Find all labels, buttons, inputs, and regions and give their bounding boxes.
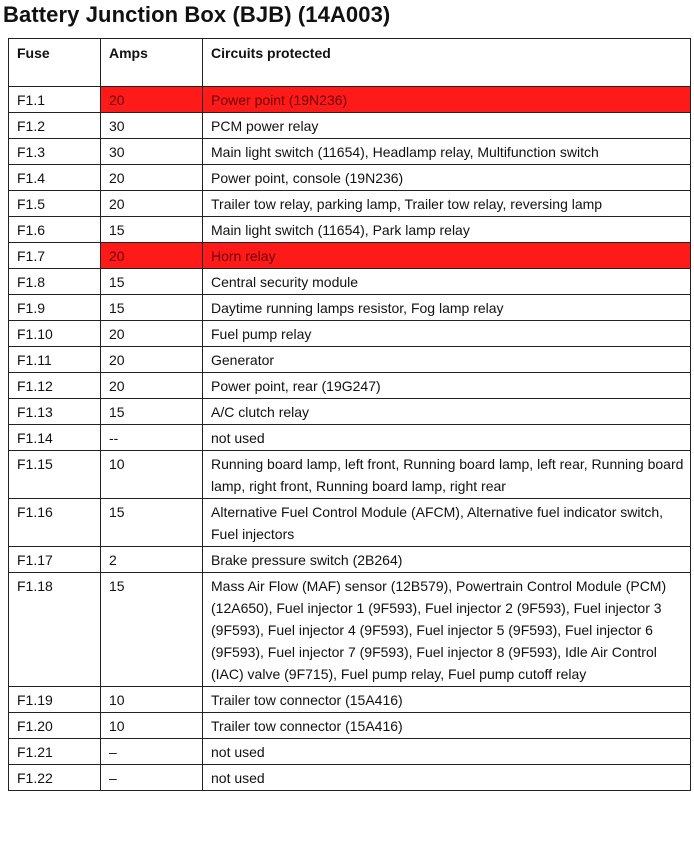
table-row — [9, 139, 691, 165]
amps-cell: 20 — [101, 165, 203, 191]
fuse-cell: F1.13 — [9, 399, 101, 425]
fuse-cell: F1.21 — [9, 739, 101, 765]
circuits-cell: Trailer tow connector (15A416) — [203, 713, 691, 739]
circuits-cell: Horn relay — [203, 243, 691, 269]
amps-cell: 15 — [101, 399, 203, 425]
table-row — [9, 713, 691, 739]
circuits-cell: not used — [203, 425, 691, 451]
header-fuse: Fuse — [9, 39, 101, 87]
fuse-cell: F1.4 — [9, 165, 101, 191]
table-row — [9, 499, 691, 547]
fuse-cell: F1.11 — [9, 347, 101, 373]
table-row — [9, 573, 691, 687]
table-row — [9, 113, 691, 139]
fuse-cell: F1.1 — [9, 87, 101, 113]
amps-cell: – — [101, 739, 203, 765]
circuits-cell: Running board lamp, left front, Running board lamp, left rear, Running board lamp, right front, Running board lamp, right rear — [203, 451, 691, 499]
table-row — [9, 269, 691, 295]
circuits-cell: Trailer tow connector (15A416) — [203, 687, 691, 713]
fuse-cell: F1.15 — [9, 451, 101, 499]
fuse-table-body — [9, 87, 691, 791]
amps-cell: 20 — [101, 347, 203, 373]
fuse-cell: F1.17 — [9, 547, 101, 573]
circuits-cell: Main light switch (11654), Park lamp relay — [203, 217, 691, 243]
circuits-cell: Power point (19N236) — [203, 87, 691, 113]
fuse-cell: F1.8 — [9, 269, 101, 295]
table-row — [9, 243, 691, 269]
amps-cell: 20 — [101, 373, 203, 399]
amps-cell: 2 — [101, 547, 203, 573]
fuse-cell: F1.18 — [9, 573, 101, 687]
table-row — [9, 765, 691, 791]
fuse-cell: F1.12 — [9, 373, 101, 399]
fuse-cell: F1.2 — [9, 113, 101, 139]
table-row — [9, 217, 691, 243]
table-row — [9, 399, 691, 425]
amps-cell: 10 — [101, 713, 203, 739]
fuse-cell: F1.3 — [9, 139, 101, 165]
circuits-cell: Power point, rear (19G247) — [203, 373, 691, 399]
circuits-cell: Generator — [203, 347, 691, 373]
circuits-cell: Trailer tow relay, parking lamp, Trailer tow relay, reversing lamp — [203, 191, 691, 217]
fuse-cell: F1.9 — [9, 295, 101, 321]
circuits-cell: Mass Air Flow (MAF) sensor (12B579), Powertrain Control Module (PCM) (12A650), Fuel injector 1 (9F593), Fuel injector 2 (9F593), Fuel injector 3 (9F593), Fuel injector 4 (9F593), Fuel injector 5 (9F593), Fuel injector 6 (9F593), Fuel injector 7 (9F593), Fuel injector 8 (9F593), Idle Air Control (IAC) valve (9F715), Fuel pump relay, Fuel pump cutoff relay — [203, 573, 691, 687]
fuse-cell: F1.6 — [9, 217, 101, 243]
circuits-cell: A/C clutch relay — [203, 399, 691, 425]
fuse-cell: F1.20 — [9, 713, 101, 739]
amps-cell: 10 — [101, 451, 203, 499]
table-row — [9, 165, 691, 191]
amps-cell: 15 — [101, 499, 203, 547]
amps-cell: 15 — [101, 269, 203, 295]
amps-cell: -- — [101, 425, 203, 451]
fuse-cell: F1.22 — [9, 765, 101, 791]
amps-cell: 15 — [101, 217, 203, 243]
circuits-cell: Daytime running lamps resistor, Fog lamp relay — [203, 295, 691, 321]
circuits-cell: Power point, console (19N236) — [203, 165, 691, 191]
amps-cell: 15 — [101, 573, 203, 687]
fuse-cell: F1.7 — [9, 243, 101, 269]
fuse-cell: F1.5 — [9, 191, 101, 217]
amps-cell: 30 — [101, 113, 203, 139]
amps-cell: 20 — [101, 191, 203, 217]
amps-cell: 20 — [101, 321, 203, 347]
amps-cell: 20 — [101, 243, 203, 269]
circuits-cell: Brake pressure switch (2B264) — [203, 547, 691, 573]
amps-cell: – — [101, 765, 203, 791]
circuits-cell: not used — [203, 765, 691, 791]
circuits-cell: PCM power relay — [203, 113, 691, 139]
circuits-cell: Main light switch (11654), Headlamp relay, Multifunction switch — [203, 139, 691, 165]
fuse-cell: F1.16 — [9, 499, 101, 547]
table-row — [9, 347, 691, 373]
table-row — [9, 425, 691, 451]
table-row — [9, 87, 691, 113]
fuse-cell: F1.10 — [9, 321, 101, 347]
table-row — [9, 191, 691, 217]
table-row — [9, 295, 691, 321]
table-row — [9, 373, 691, 399]
circuits-cell: not used — [203, 739, 691, 765]
table-row — [9, 547, 691, 573]
table-row — [9, 739, 691, 765]
fuse-table — [8, 38, 691, 791]
circuits-cell: Alternative Fuel Control Module (AFCM), Alternative fuel indicator switch, Fuel injectors — [203, 499, 691, 547]
page-title: Battery Junction Box (BJB) (14A003) — [3, 2, 391, 27]
header-circuits: Circuits protected — [203, 39, 691, 87]
table-row — [9, 321, 691, 347]
circuits-cell: Central security module — [203, 269, 691, 295]
circuits-cell: Fuel pump relay — [203, 321, 691, 347]
amps-cell: 20 — [101, 87, 203, 113]
table-header-row — [9, 39, 691, 87]
fuse-cell: F1.14 — [9, 425, 101, 451]
table-row — [9, 451, 691, 499]
amps-cell: 30 — [101, 139, 203, 165]
header-amps: Amps — [101, 39, 203, 87]
fuse-cell: F1.19 — [9, 687, 101, 713]
amps-cell: 10 — [101, 687, 203, 713]
table-row — [9, 687, 691, 713]
amps-cell: 15 — [101, 295, 203, 321]
